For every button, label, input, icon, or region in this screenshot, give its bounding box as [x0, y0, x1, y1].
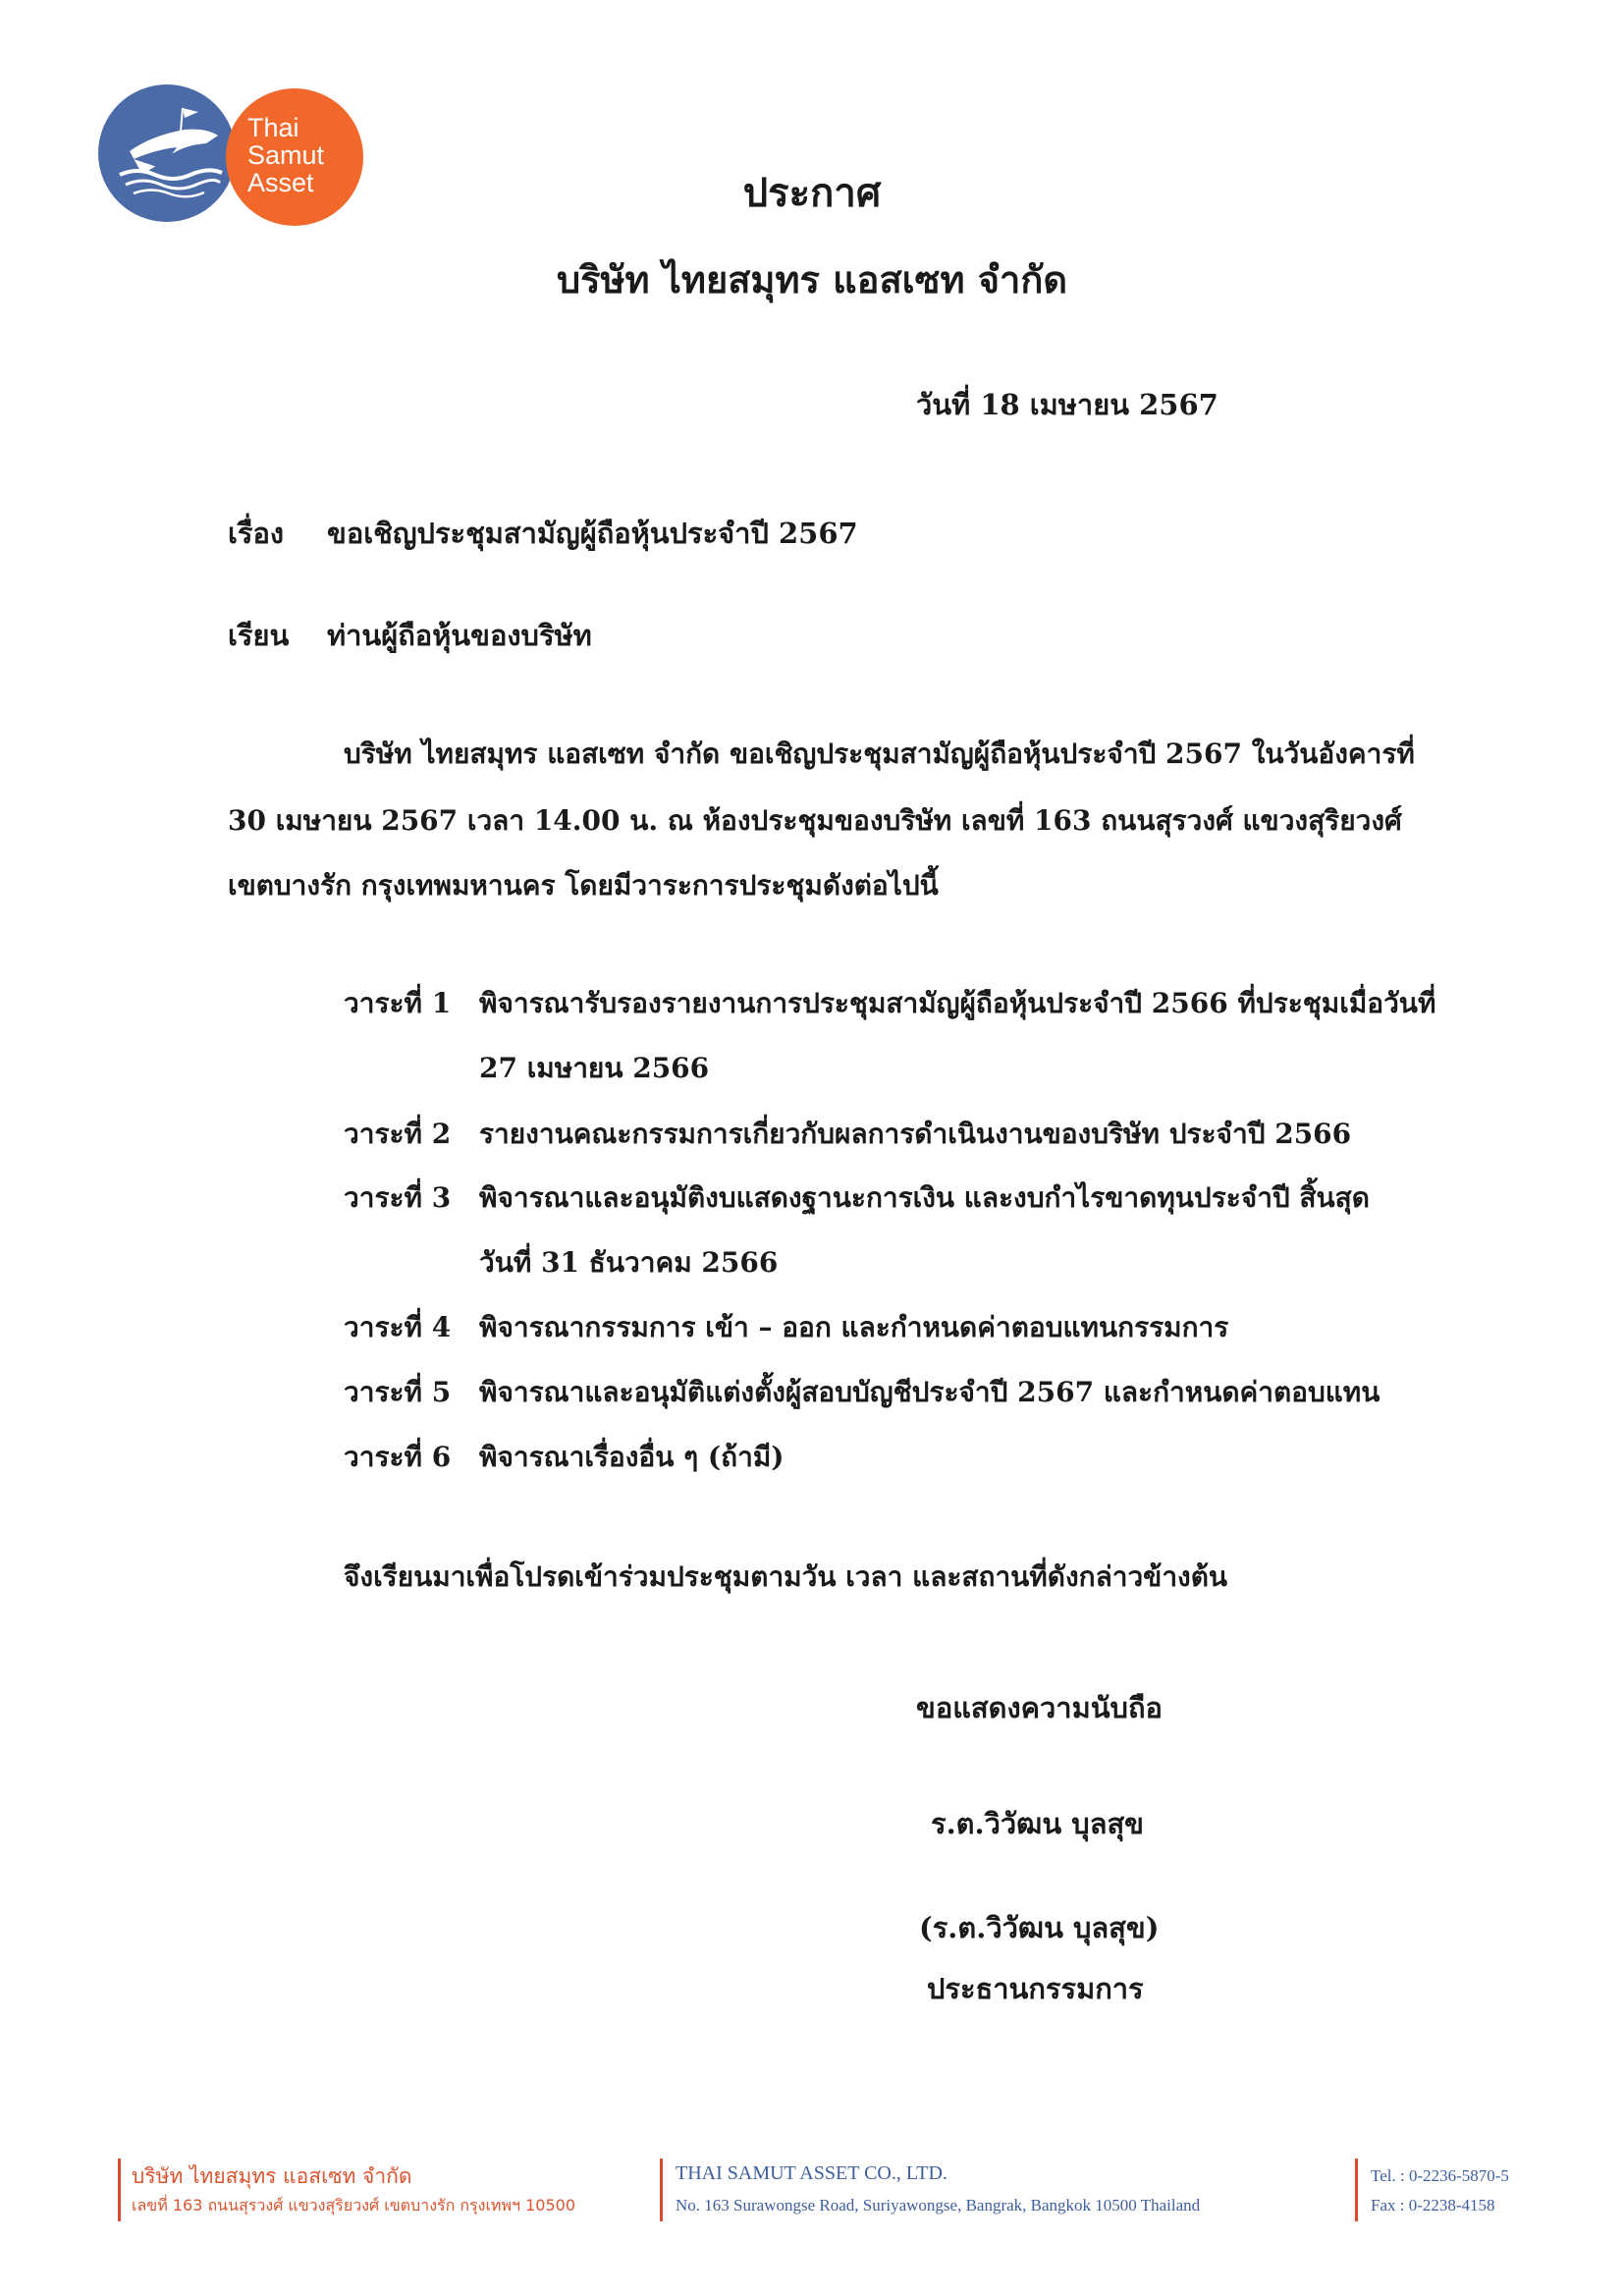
agenda-3-text: พิจารณาและอนุมัติงบแสดงฐานะการเงิน และงบกำไรขาดทุนประจำปี สิ้นสุด	[479, 1181, 1370, 1214]
closing-text: จึงเรียนมาเพื่อโปรดเข้าร่วมประชุมตามวัน เวลา และสถานที่ดังกล่าวข้างต้น	[344, 1560, 1228, 1593]
footer-en-address: No. 163 Surawongse Road, Suriyawongse, Bangrak, Bangkok 10500 Thailand	[676, 2196, 1201, 2214]
signer-position: ประธานกรรมการ	[927, 1972, 1144, 2005]
recipient-label: เรียน	[228, 619, 290, 652]
regards: ขอแสดงความนับถือ	[916, 1691, 1163, 1724]
agenda-1-text-cont: 27 เมษายน 2566	[479, 1052, 710, 1084]
agenda-2-text: รายงานคณะกรรมการเกี่ยวกับผลการดำเนินงานของบริษัท ประจำปี 2566	[479, 1118, 1352, 1150]
logo-line-2: Samut	[247, 140, 325, 170]
footer-en-name: THAI SAMUT ASSET CO., LTD.	[676, 2162, 947, 2184]
agenda-2-label: วาระที่ 2	[344, 1118, 452, 1150]
footer-divider-3	[1355, 2159, 1358, 2221]
body-line-3: เขตบางรัก กรุงเทพมหานคร โดยมีวาระการประชุมดังต่อไปนี้	[228, 869, 939, 902]
agenda-4-label: วาระที่ 4	[344, 1311, 452, 1343]
footer-th-address: เลขที่ 163 ถนนสุรวงศ์ แขวงสุริยวงศ์ เขตบางรัก กรุงเทพฯ 10500	[132, 2196, 575, 2214]
company-name: บริษัท ไทยสมุทร แอสเซท จำกัด	[556, 257, 1068, 301]
subject-label: เรื่อง	[228, 517, 285, 550]
footer-divider-1	[118, 2159, 121, 2221]
footer-th-name: บริษัท ไทยสมุทร แอสเซท จำกัด	[132, 2164, 412, 2188]
agenda-5-text: พิจารณาและอนุมัติแต่งตั้งผู้สอบบัญชีประจำปี 2567 และกำหนดค่าตอบแทน	[479, 1376, 1380, 1408]
agenda-6-text: พิจารณาเรื่องอื่น ๆ (ถ้ามี)	[479, 1441, 785, 1473]
printed-name: (ร.ต.วิวัฒน บุลสุข)	[919, 1911, 1160, 1944]
agenda-5-label: วาระที่ 5	[344, 1376, 452, 1408]
recipient-text: ท่านผู้ถือหุ้นของบริษัท	[327, 619, 592, 652]
logo-line-1: Thai	[247, 113, 299, 142]
footer-divider-2	[660, 2159, 663, 2221]
signed-name: ร.ต.วิวัฒน บุลสุข	[931, 1807, 1144, 1840]
agenda-3-text-cont: วันที่ 31 ธันวาคม 2566	[479, 1246, 779, 1279]
footer-fax: Fax : 0-2238-4158	[1371, 2196, 1495, 2214]
agenda-1-text: พิจารณารับรองรายงานการประชุมสามัญผู้ถือหุ้นประจำปี 2566 ที่ประชุมเมื่อวันที่	[479, 987, 1436, 1019]
logo-line-3: Asset	[247, 168, 314, 197]
footer-tel: Tel. : 0-2236-5870-5	[1371, 2166, 1509, 2185]
agenda-1-label: วาระที่ 1	[344, 987, 452, 1019]
subject-text: ขอเชิญประชุมสามัญผู้ถือหุ้นประจำปี 2567	[327, 517, 858, 550]
announcement-title: ประกาศ	[742, 170, 882, 216]
body-line-2: 30 เมษายน 2567 เวลา 14.00 น. ณ ห้องประชุมของบริษัท เลขที่ 163 ถนนสุรวงศ์ แขวงสุริยวงศ์	[228, 804, 1402, 837]
document-date: วันที่ 18 เมษายน 2567	[916, 388, 1218, 421]
agenda-4-text: พิจารณากรรมการ เข้า – ออก และกำหนดค่าตอบแทนกรรมการ	[479, 1311, 1229, 1343]
agenda-3-label: วาระที่ 3	[344, 1181, 452, 1214]
body-line-1: บริษัท ไทยสมุทร แอสเซท จำกัด ขอเชิญประชุมสามัญผู้ถือหุ้นประจำปี 2567 ในวันอังคารที่	[344, 738, 1415, 770]
agenda-6-label: วาระที่ 6	[344, 1441, 452, 1473]
